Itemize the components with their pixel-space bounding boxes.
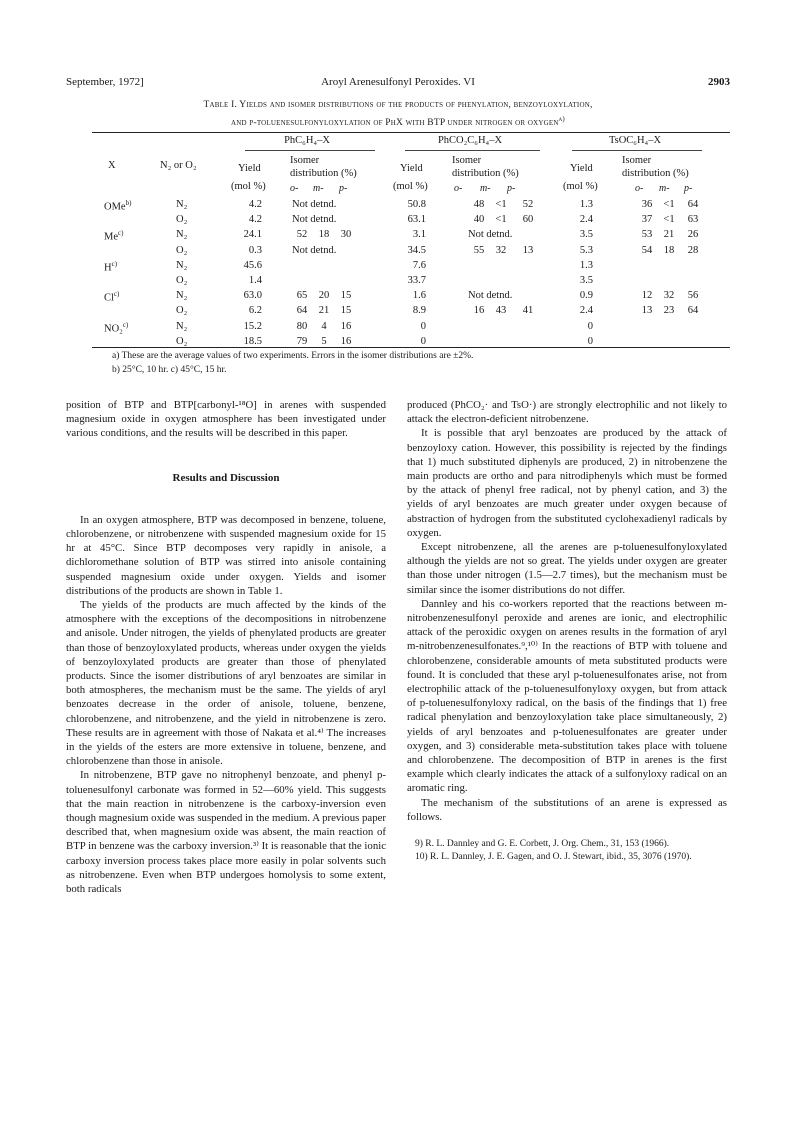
group-rule-3 xyxy=(572,150,702,151)
yield-benzoyloxy: 7.6 xyxy=(412,259,426,271)
table-footnote-bc: b) 25°C, 10 hr. c) 45°C, 15 hr. xyxy=(112,365,227,375)
yield-phenyl: 4.2 xyxy=(248,214,262,226)
yield-tosyloxy: 3.5 xyxy=(579,275,593,286)
isomer-tosyloxy-para: 26 xyxy=(687,229,699,241)
left-column xyxy=(66,398,386,896)
para-header-2: p- xyxy=(507,183,516,194)
ortho-header-2: o- xyxy=(454,183,463,194)
row-substituent: Cl$^{c)}$ xyxy=(104,290,120,304)
yield-benzoyloxy: 8.9 xyxy=(412,305,426,317)
isomer-tosyloxy-meta: <1 xyxy=(663,214,675,226)
table-row xyxy=(0,336,793,352)
isomer-benzoyloxy-not-determined: Not detnd. xyxy=(468,229,513,241)
row-substituent: NO₂$^{c)}$ xyxy=(104,320,129,335)
row-atmosphere: O₂ xyxy=(176,305,188,317)
row-substituent: Me$^{c)}$ xyxy=(104,229,124,243)
reference-9: 9) R. L. Dannley and G. E. Corbett, J. Org. Chem., 31, 153 (1966). xyxy=(415,839,670,850)
isomer-benzoyloxy-meta: 43 xyxy=(495,305,507,317)
isomer-phenyl-para: 16 xyxy=(340,335,352,347)
isomer-benzoyloxy-para: 41 xyxy=(522,305,534,317)
isomer-tosyloxy-para: 63 xyxy=(687,214,699,226)
isomer-header-1: Isomer xyxy=(290,155,320,166)
row-atmosphere: O₂ xyxy=(176,244,188,256)
yield-tosyloxy: 5.3 xyxy=(579,244,593,256)
isomer-tosyloxy-para: 64 xyxy=(687,199,699,210)
row-atmosphere: O₂ xyxy=(176,335,188,347)
row-atmosphere: N₂ xyxy=(176,229,188,241)
col-header-x: X xyxy=(108,160,116,171)
row-footnote-mark: b) xyxy=(125,199,132,207)
yield-tosyloxy: 1.3 xyxy=(579,259,593,271)
row-footnote-mark: c) xyxy=(122,320,129,329)
paragraph: Dannley and his co-workers reported that the reactions between m-nitrobenzenesulfonyl peroxide and arenes are ionic, and electrophilic attack of the peroxidic oxygen on arenes results in the formation of aryl m-nitrobenzenesulfonates.⁹,¹⁰⁾ In the reactions of BTP with toluene and chlorobenzene, considerable amounts of meta substituted products were found. It is concluded that these aryl p-toluenesulfonates arise, not from electrophilic attack of the p-toluenesulfonyloxy oxygen, but from attack of p-toluenesulfonyloxy radical, on the basis of the findings that 1) free radical phenylation and benzoyloxylation take place simultaneously, 2) yields of aryl benzoates and p-toluenesulfonates are greater under oxygen, and 3) considerable meta-substitution takes place with toluene and chlorobenzene. The decomposition of BTP in arenes is the first example which clearly indicates the attack of a sulfonyloxy radical on an aromatic ring. xyxy=(407,597,727,795)
isomer-phenyl-not-determined: Not detnd. xyxy=(292,214,337,226)
group-rule-1 xyxy=(245,150,375,151)
group-rule-2 xyxy=(405,150,540,151)
yield-phenyl: 6.2 xyxy=(248,305,262,317)
isomer-tosyloxy-para: 56 xyxy=(687,290,699,302)
table-row xyxy=(0,260,793,276)
reference-10: 10) R. L. Dannley, J. E. Gagen, and O. J. Stewart, ibid., 35, 3076 (1970). xyxy=(415,852,692,863)
isomer-benzoyloxy-ortho: 48 xyxy=(473,199,485,210)
yield-header-3: Yield xyxy=(570,163,593,174)
paragraph: The mechanism of the substitutions of an arene is expressed as follows. xyxy=(407,796,727,823)
paragraph: produced (PhCO₂· and TsO·) are strongly electrophilic and not likely to attack the electron-deficient nitrobenzene. xyxy=(407,399,727,426)
yield-tosyloxy: 3.5 xyxy=(579,229,593,241)
yield-phenyl: 45.6 xyxy=(243,259,262,271)
row-substituent: $H^{c)}$ xyxy=(104,259,118,274)
isomer-benzoyloxy-meta: 32 xyxy=(495,244,507,256)
yield-phenyl: 18.5 xyxy=(243,335,262,347)
paragraph: The yields of the products are much affected by the kinds of the atmosphere with the exceptions of the decompositions in nitrobenzene and anisole. Under nitrogen, the yields of phenylated products are greater than those of benzoyloxylated products, whereas under oxygen the yields of benzoyloxylated products are greater than those of phenylated products. Since the isomer distributions of aryl benzoates are similar in both atmospheres, the mechanism must be the same. The yields of aryl benzoates decrease in the order of anisole, toluene, benzene, chlorobenzene, and nitrobenzene, and the yield in nitrobenzene is zero. These results are in agreement with those of Nakata et al.⁴⁾ The increases in the yields of the esters are more extensive in toluene, benzene, and chlorobenzene than those in anisole. xyxy=(66,599,386,768)
isomer-phenyl-para: 30 xyxy=(340,229,352,241)
yield-phenyl: 24.1 xyxy=(243,229,262,241)
yield-tosyloxy: 0 xyxy=(587,320,593,332)
row-atmosphere: N₂ xyxy=(176,259,188,271)
paragraph: It is possible that aryl benzoates are produced by the attack of benzoyloxy cation. However, this possibility is rejected by the findings that 1) much substituted diphenyls are produced, 2) in nitrobenzene the main products are ortho and para nitrodiphenyls which must be formed by the attack of phenyl free radical, not by phenyl cation, and 3) the yields of aryl benzoates are much greater under oxygen because of abstraction of hydrogen from the substituted cyclohexadienyl radicals by oxygen. xyxy=(407,427,727,539)
paragraph: Except nitrobenzene, all the arenes are p-toluenesulfonyloxylated although the yields are not so great. The yields under oxygen are greater than those under nitrogen (1.5—2.7 times), but the mechanism must be similar since the isomer distributions do not differ. xyxy=(407,541,727,596)
isomer-tosyloxy-ortho: 36 xyxy=(641,199,653,210)
para-header-1: p- xyxy=(339,183,348,194)
table-row xyxy=(0,229,793,245)
section-title: Results and Discussion xyxy=(172,471,280,484)
row-footnote-mark: c) xyxy=(113,290,120,299)
mol-header-3: (mol %) xyxy=(563,181,598,192)
isomer-benzoyloxy-not-determined: Not detnd. xyxy=(468,290,513,302)
references xyxy=(407,838,727,864)
isomer-benzoyloxy-para: 52 xyxy=(522,199,534,210)
table-bottom-rule xyxy=(92,347,730,348)
isomer-benzoyloxy-ortho: 40 xyxy=(473,214,485,226)
isomer-tosyloxy-meta: 18 xyxy=(663,244,675,256)
table-row xyxy=(0,199,793,215)
isomer-phenyl-ortho: 52 xyxy=(296,229,308,241)
yield-tosyloxy: 2.4 xyxy=(579,214,593,226)
group-header-phenyl: PhC₆H₄–X xyxy=(284,135,330,146)
table-row xyxy=(0,290,793,306)
isomer-tosyloxy-meta: <1 xyxy=(663,199,675,210)
running-header xyxy=(66,76,730,90)
isomer-phenyl-ortho: 79 xyxy=(296,335,308,347)
yield-tosyloxy: 0 xyxy=(587,335,593,347)
isomer-tosyloxy-meta: 32 xyxy=(663,290,675,302)
isomer-benzoyloxy-meta: <1 xyxy=(495,199,507,210)
right-column xyxy=(407,398,727,864)
isomer-tosyloxy-meta: 21 xyxy=(663,229,675,241)
isomer-tosyloxy-para: 28 xyxy=(687,244,699,256)
isomer-header-2: Isomer xyxy=(452,155,482,166)
row-atmosphere: N₂ xyxy=(176,290,188,302)
isomer-tosyloxy-ortho: 13 xyxy=(641,305,653,317)
ortho-header-3: o- xyxy=(635,183,644,194)
row-atmosphere: O₂ xyxy=(176,275,188,286)
meta-header-3: m- xyxy=(659,183,670,194)
isomer-tosyloxy-ortho: 12 xyxy=(641,290,653,302)
isomer-phenyl-meta: 20 xyxy=(318,290,330,302)
distribution-header-2: distribution (%) xyxy=(452,168,519,179)
table-row xyxy=(0,321,793,337)
col-header-atmosphere: N₂ or O₂ xyxy=(160,160,197,171)
yield-benzoyloxy: 0 xyxy=(420,335,426,347)
table-footnote-a: a) These are the average values of two experiments. Errors in the isomer distributions are ±2%. xyxy=(112,351,474,361)
meta-header-2: m- xyxy=(480,183,491,194)
isomer-tosyloxy-ortho: 54 xyxy=(641,244,653,256)
yield-benzoyloxy: 1.6 xyxy=(412,290,426,302)
yield-phenyl: 0.3 xyxy=(248,244,262,256)
table-row xyxy=(0,275,793,291)
yield-benzoyloxy: 3.1 xyxy=(412,229,426,241)
row-footnote-mark: c) xyxy=(118,229,124,238)
isomer-tosyloxy-ortho: 53 xyxy=(641,229,653,241)
paragraph: In an oxygen atmosphere, BTP was decomposed in benzene, toluene, chlorobenzene, or nitrobenzene with suspended magnesium oxide for 15 hr at 45°C. Since BTP decomposes very rapidly in anisole, a dichloromethane solution of BTP was stirred into anisole containing suspended magnesium oxide under oxygen. Yields and isomer distributions of the products are shown in Table 1. xyxy=(66,513,386,597)
yield-phenyl: 4.2 xyxy=(248,199,262,210)
isomer-tosyloxy-ortho: 37 xyxy=(641,214,653,226)
yield-header-1: Yield xyxy=(238,163,261,174)
isomer-phenyl-para: 16 xyxy=(340,320,352,332)
isomer-phenyl-para: 15 xyxy=(340,290,352,302)
para-header-3: p- xyxy=(684,183,693,194)
table-row xyxy=(0,305,793,321)
isomer-benzoyloxy-para: 60 xyxy=(522,214,534,226)
caption-text: and p-toluenesulfonyloxylation of PhX with BTP under nitrogen or oxygen xyxy=(231,118,559,129)
yield-header-2: Yield xyxy=(400,163,423,174)
table-caption-line-2 xyxy=(66,115,730,128)
table-top-rule xyxy=(92,132,730,133)
group-header-benzoyloxy: PhCO₂C₆H₄–X xyxy=(437,135,503,146)
distribution-header-3: distribution (%) xyxy=(622,168,689,179)
isomer-benzoyloxy-para: 13 xyxy=(522,244,534,256)
yield-benzoyloxy: 50.8 xyxy=(407,199,426,210)
yield-tosyloxy: 2.4 xyxy=(579,305,593,317)
yield-phenyl: 15.2 xyxy=(243,320,262,332)
table-row xyxy=(0,245,793,261)
isomer-phenyl-ortho: 65 xyxy=(296,290,308,302)
header-date: September, 1972] xyxy=(66,76,144,88)
yield-benzoyloxy: 0 xyxy=(420,320,426,332)
isomer-tosyloxy-meta: 23 xyxy=(663,305,675,317)
yield-benzoyloxy: 34.5 xyxy=(407,244,426,256)
isomer-phenyl-meta: 5 xyxy=(321,335,327,347)
isomer-benzoyloxy-ortho: 16 xyxy=(473,305,485,317)
ortho-header-1: o- xyxy=(290,183,299,194)
mol-header-1: (mol %) xyxy=(231,181,266,192)
yield-phenyl: 63.0 xyxy=(243,290,262,302)
yield-tosyloxy: 0.9 xyxy=(579,290,593,302)
row-footnote-mark: c) xyxy=(111,259,118,268)
yield-phenyl: 1.4 xyxy=(248,275,262,286)
row-substituent: OMe$^{b)}$ xyxy=(104,199,132,213)
isomer-phenyl-not-determined: Not detnd. xyxy=(292,199,337,210)
row-atmosphere: N₂ xyxy=(176,320,188,332)
header-title: Aroyl Arenesulfonyl Peroxides. VI xyxy=(321,76,475,88)
isomer-phenyl-para: 15 xyxy=(340,305,352,317)
caption-footnote-mark: a) xyxy=(558,115,565,123)
isomer-phenyl-ortho: 80 xyxy=(296,320,308,332)
paragraph: position of BTP and BTP[carbonyl-¹⁸O] in arenes with suspended magnesium oxide in oxygen atmosphere has been investigated under various conditions, and the results will be described in this paper. xyxy=(66,399,386,440)
table-row xyxy=(0,214,793,230)
isomer-benzoyloxy-meta: <1 xyxy=(495,214,507,226)
isomer-benzoyloxy-ortho: 55 xyxy=(473,244,485,256)
row-atmosphere: O₂ xyxy=(176,214,188,226)
mol-header-2: (mol %) xyxy=(393,181,428,192)
distribution-header-1: distribution (%) xyxy=(290,168,357,179)
yield-benzoyloxy: 33.7 xyxy=(407,275,426,286)
isomer-header-3: Isomer xyxy=(622,155,652,166)
group-header-tosyloxy: TsOC₆H₄–X xyxy=(608,135,662,146)
isomer-phenyl-meta: 21 xyxy=(318,305,330,317)
table-caption-line-1: Table I. Yields and isomer distributions of the products of phenylation, benzoyloxylation, xyxy=(203,100,593,110)
header-page-number: 2903 xyxy=(708,76,730,88)
paragraph: In nitrobenzene, BTP gave no nitrophenyl benzoate, and phenyl p-toluenesulfonyl carbonate was formed in 52—60% yield. This suggests that the main reaction in nitrobenzene is the carboxy-inversion even though magnesium oxide was suspended in the medium. A previous paper described that, when magnesium oxide was absent, the main reaction of BTP in benzene was the carboxy inversion.³⁾ It is reasonable that the ionic carboxy inversion process takes place more easily in polar solvents such as nitrobenzene. Even when BTP undergoes homolysis to some extent, both radicals xyxy=(66,769,387,896)
isomer-phenyl-ortho: 64 xyxy=(296,305,308,317)
yield-tosyloxy: 1.3 xyxy=(579,199,593,210)
row-atmosphere: N₂ xyxy=(176,199,188,210)
meta-header-1: m- xyxy=(313,183,324,194)
yield-benzoyloxy: 63.1 xyxy=(407,214,426,226)
isomer-phenyl-meta: 4 xyxy=(321,320,327,332)
isomer-tosyloxy-para: 64 xyxy=(687,305,699,317)
isomer-phenyl-not-determined: Not detnd. xyxy=(292,244,337,256)
isomer-phenyl-meta: 18 xyxy=(318,229,330,241)
